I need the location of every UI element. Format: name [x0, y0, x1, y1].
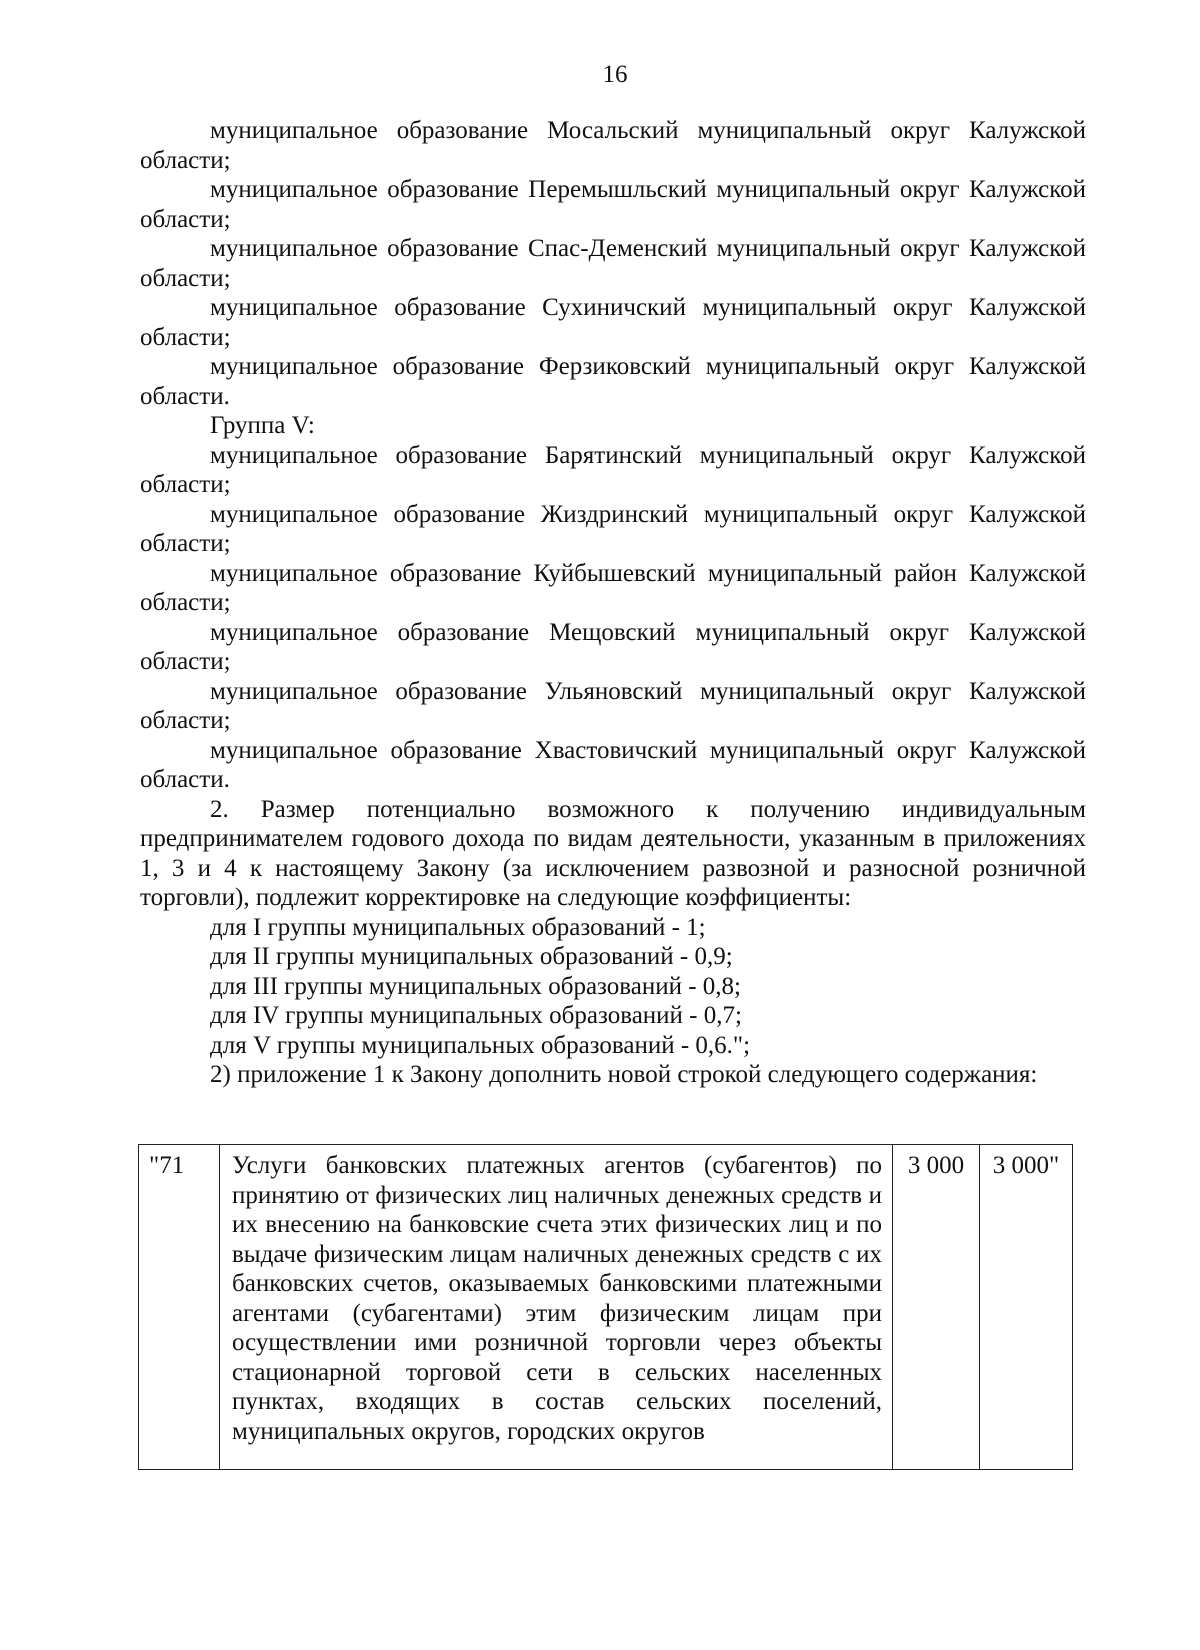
- paragraph-coefficients-intro: 2. Размер потенциально возможного к получению индивидуальным предпринимателем годового дохода по видам деятельности, указанным в приложениях 1, 3 и 4 к настоящему Закону (за исключением развозной и разносной розничной торговли), подлежит корректировке на следующие коэффициенты:: [140, 795, 1086, 911]
- paragraph-peremyshlsky: муниципальное образование Перемышльский муниципальный округ Калужской области;: [140, 176, 1086, 233]
- coefficient-group-iv: для IV группы муниципальных образований - 0,7;: [210, 1002, 742, 1029]
- table-cell-number: [139, 1145, 220, 1470]
- paragraph-baryatinsky: муниципальное образование Барятинский муниципальный округ Калужской области;: [140, 441, 1086, 498]
- page-number: 16: [602, 61, 628, 88]
- table-cell-value-2: [980, 1145, 1073, 1470]
- row-description: Услуги банковских платежных агентов (субагентов) по принятию от физических лиц наличных денежных средств и их внесению на банковские счета этих физических лиц и по выдаче физическим лицам наличных денежных средств с их банковских счетов, оказываемых банковскими платежными агентами (субагентами) этим физическим лицам при осуществлении ими розничной торговли через объекты стационарной торговой сети в сельских населенных пунктах, входящих в состав сельских поселений, муниципальных округов, городских округов: [232, 1152, 882, 1445]
- paragraph-mosalsky: муниципальное образование Мосальский муниципальный округ Калужской области;: [140, 117, 1086, 174]
- paragraph-meshchovsky: муниципальное образование Мещовский муниципальный округ Калужской области;: [140, 618, 1086, 675]
- document-body: [140, 116, 1086, 1090]
- coefficient-group-i: для I группы муниципальных образований - 1;: [210, 913, 706, 941]
- paragraph-khvastovichsky: муниципальное образование Хвастовичский муниципальный округ Калужской области.: [140, 736, 1086, 793]
- paragraph-ferzikovsky: муниципальное образование Ферзиковский муниципальный округ Калужской области.: [140, 353, 1086, 410]
- table-row: [139, 1145, 1073, 1470]
- table-cell-description: [220, 1145, 893, 1470]
- paragraph-sukhinichsky: муниципальное образование Сухиничский муниципальный округ Калужской области;: [140, 294, 1086, 351]
- paragraph-appendix-addition: 2) приложение 1 к Закону дополнить новой строкой следующего содержания:: [210, 1061, 1038, 1088]
- appendix-row-table: [138, 1144, 1073, 1470]
- group-v-heading: Группа V:: [210, 412, 315, 439]
- paragraph-zhizdrinsky: муниципальное образование Жиздринский муниципальный округ Калужской области;: [140, 500, 1086, 557]
- coefficient-group-v: для V группы муниципальных образований - 0,6.";: [210, 1031, 751, 1059]
- row-number: "71: [149, 1152, 185, 1179]
- paragraph-spas-demensky: муниципальное образование Спас-Деменский муниципальный округ Калужской области;: [140, 235, 1086, 292]
- row-value-2: 3 000": [992, 1152, 1060, 1179]
- coefficient-group-iii: для III группы муниципальных образований - 0,8;: [210, 972, 742, 1000]
- table-cell-value-1: [893, 1145, 980, 1470]
- coefficient-group-ii: для II группы муниципальных образований - 0,9;: [210, 943, 733, 970]
- row-value-1: 3 000: [907, 1152, 965, 1179]
- paragraph-kuibyshevsky: муниципальное образование Куйбышевский муниципальный район Калужской области;: [140, 559, 1086, 616]
- paragraph-ulyanovsky: муниципальное образование Ульяновский муниципальный округ Калужской области;: [140, 677, 1086, 734]
